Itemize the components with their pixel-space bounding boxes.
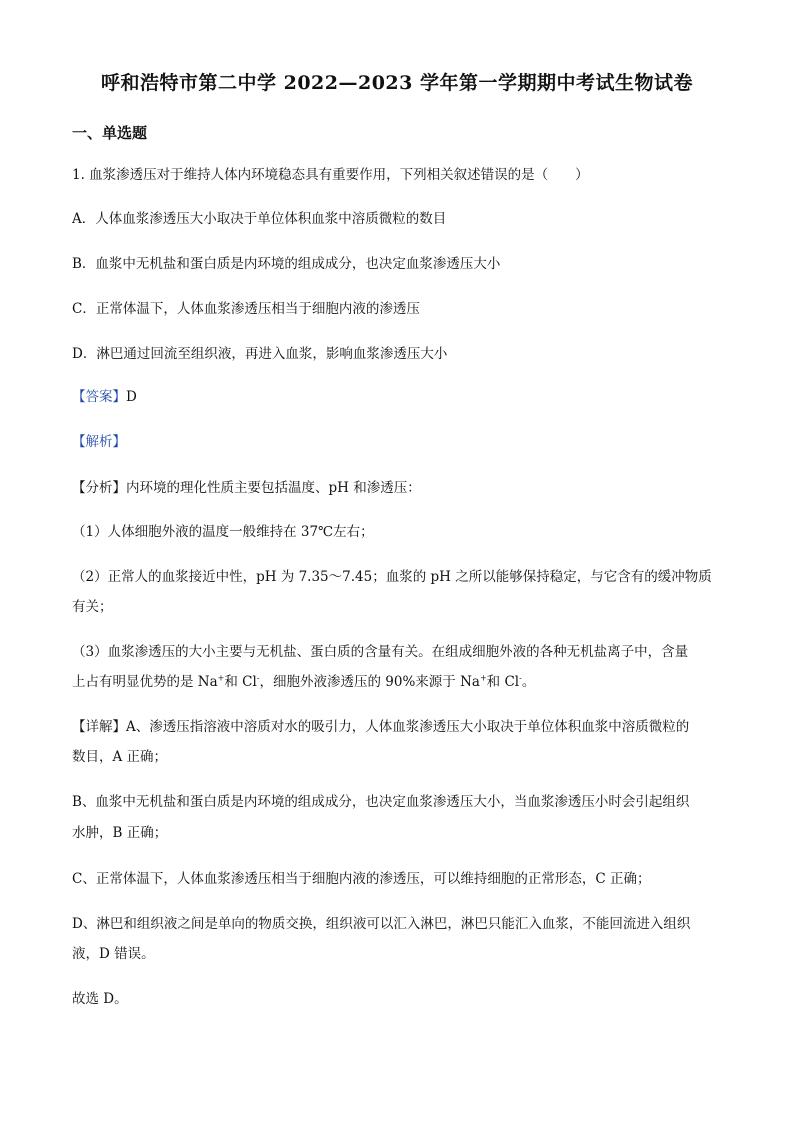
answer-value: D [126,389,137,405]
answer-tag: 【答案】 [72,389,126,405]
fenxi-p3-line1: （3）血浆渗透压的大小主要与无机盐、蛋白质的含量有关。在组成细胞外液的各种无机盐离子中，含量 [72,644,689,660]
xiangjie-a-line1 [72,716,724,739]
option-b: B．血浆中无机盐和蛋白质是内环境的组成成分，也决定血浆渗透压大小 [72,256,501,272]
fenxi-p1: （1）人体细胞外液的温度一般维持在 37℃左右； [72,524,374,540]
fenxi-p2-line1: （2）正常人的血浆接近中性，pH 为 7.35～7.45；血浆的 pH 之所以能够保持稳定，与它含有的缓冲物质 [72,569,712,585]
option-a: A．人体血浆渗透压大小取决于单位体积血浆中溶质微粒的数目 [72,211,447,227]
fenxi-p3-seg-b: 和 Cl [224,674,257,690]
cl-charge-2: - [519,673,522,683]
option-c: C．正常体温下，人体血浆渗透压相当于细胞内液的渗透压 [72,301,420,317]
fenxi-p3-seg-a: 上占有明显优势的是 Na [72,674,218,690]
xiangjie-a-line2: 数目，A 正确； [72,749,168,765]
xiangjie-tag: 【详解】 [72,719,126,735]
question-stem: 1. 血浆渗透压对于维持人体内环境稳态具有重要作用，下列相关叙述错误的是（ ） [72,167,589,183]
analysis-label: 【解析】 [72,434,126,450]
na-charge-2: + [479,673,487,683]
na-charge: + [217,673,225,683]
xiangjie-a-text: A、渗透压指溶液中溶质对水的吸引力，人体血浆渗透压大小取决于单位体积血浆中溶质微粒的 [126,719,690,735]
fenxi-p2-line2: 有关； [72,599,113,615]
xiangjie-d-line1: D、淋巴和组织液之间是单向的物质交换，组织液可以汇入淋巴，淋巴只能汇入血浆，不能回流进入组织 [72,916,691,932]
fenxi-p3-seg-e: 。 [521,674,536,690]
fenxi-intro-text: 内环境的理化性质主要包括温度、pH 和渗透压： [126,480,421,496]
xiangjie-c-line1: C、正常体温下，人体血浆渗透压相当于细胞内液的渗透压，可以维持细胞的正常形态，C 正确； [72,871,651,887]
fenxi-tag: 【分析】 [72,480,126,496]
xiangjie-b-line1: B、血浆中无机盐和蛋白质是内环境的组成成分，也决定血浆渗透压大小，当血浆渗透压小时会引起组织 [72,794,690,810]
section-heading: 一、单选题 [72,124,148,142]
xiangjie-b-line2: 水肿，B 正确； [72,825,168,841]
fenxi-intro [72,477,724,500]
fenxi-p3-line2 [72,671,724,694]
conclusion: 故选 D。 [72,991,128,1007]
cl-charge: - [256,673,260,683]
analysis-tag [72,431,724,454]
page-title: 呼和浩特市第二中学 2022—2023 学年第一学期期中考试生物试卷 [101,72,693,94]
fenxi-p3-seg-d: 和 Cl [486,674,520,690]
option-d: D．淋巴通过回流至组织液，再进入血浆，影响血浆渗透压大小 [72,346,448,362]
fenxi-p3-seg-c: ，细胞外液渗透压的 90%来源于 Na [259,674,480,690]
answer-line [72,386,724,409]
xiangjie-d-line2: 液，D 错误。 [72,946,155,962]
